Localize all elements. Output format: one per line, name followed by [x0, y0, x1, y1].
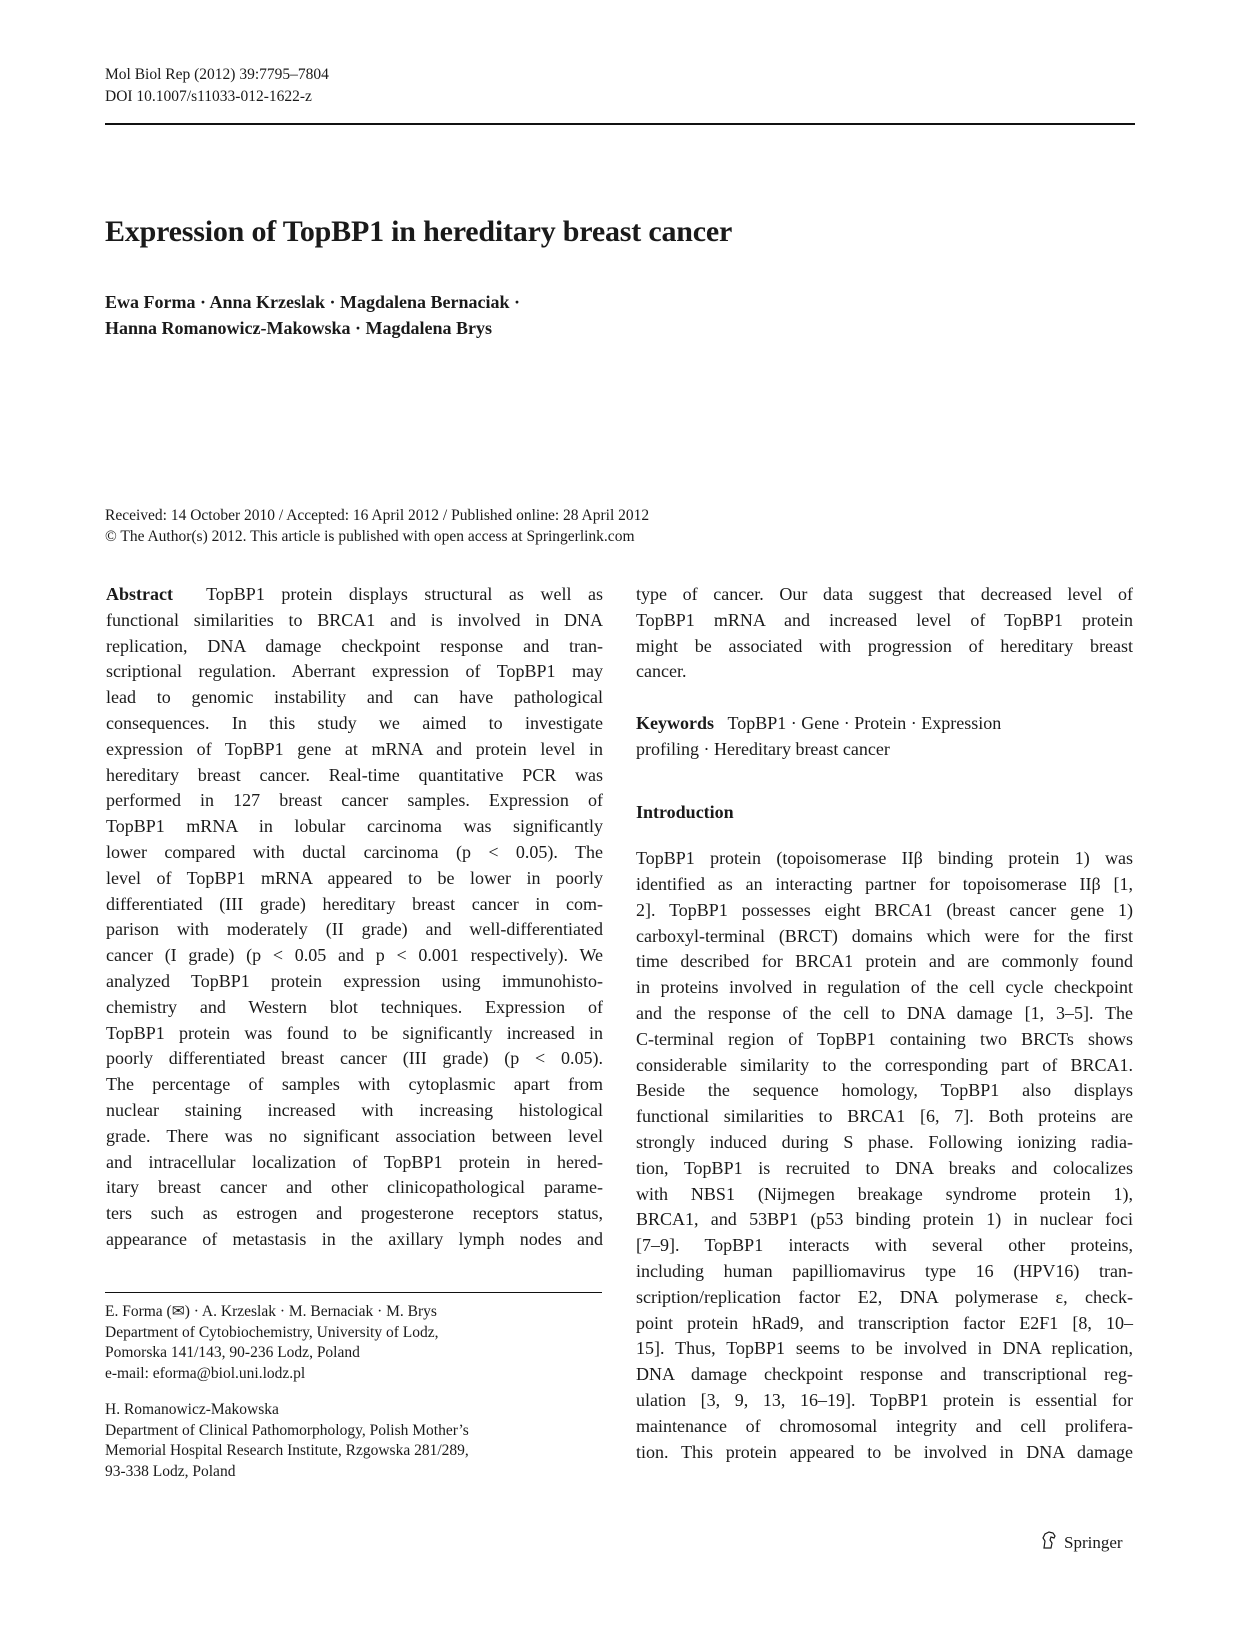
abstract-line: cancer (I grade) (p < 0.05 and p < 0.001 respectively). We — [106, 945, 603, 966]
abstract-line: differentiated (III grade) hereditary breast cancer in com- — [106, 893, 603, 914]
abstract-continuation-line: might be associated with progression of hereditary breast — [636, 635, 1133, 656]
abstract-line: TopBP1 protein was found to be significantly increased in — [106, 1022, 603, 1043]
intro-line: identified as an interacting partner for topoisomerase IIβ [1, — [636, 873, 1133, 894]
intro-line: and the response of the cell to DNA damage [1, 3–5]. The — [636, 1002, 1133, 1023]
abstract-line: hereditary breast cancer. Real-time quantitative PCR was — [106, 764, 603, 785]
keywords-heading: Keywords — [636, 712, 714, 733]
abstract-line: performed in 127 breast cancer samples. Expression of — [106, 790, 603, 811]
abstract-line: nuclear staining increased with increasing histological — [106, 1099, 603, 1120]
author-list — [105, 289, 520, 341]
intro-line: strongly induced during S phase. Following ionizing radia- — [636, 1131, 1133, 1152]
abstract-line: level of TopBP1 mRNA appeared to be lower in poorly — [106, 867, 603, 888]
abstract-line: scriptional regulation. Aberrant expression of TopBP1 may — [106, 661, 603, 682]
affiliation-line: Pomorska 141/143, 90-236 Lodz, Poland — [105, 1344, 360, 1361]
intro-line: Beside the sequence homology, TopBP1 also displays — [636, 1080, 1133, 1101]
copyright-line: © The Author(s) 2012. This article is published with open access at Springerlink.com — [105, 528, 635, 545]
abstract-line: expression of TopBP1 gene at mRNA and protein level in — [106, 738, 603, 759]
affiliation-line: Memorial Hospital Research Institute, Rzgowska 281/289, — [105, 1442, 469, 1459]
abstract-continuation-line: type of cancer. Our data suggest that decreased level of — [636, 584, 1133, 604]
journal-citation — [105, 64, 329, 108]
intro-line: with NBS1 (Nijmegen breakage syndrome protein 1), — [636, 1183, 1133, 1204]
intro-line: 15]. Thus, TopBP1 seems to be involved in DNA replication, — [636, 1338, 1133, 1359]
publisher-name: Springer — [1064, 1533, 1123, 1552]
abstract-line: ters such as estrogen and progesterone receptors status, — [106, 1203, 603, 1224]
intro-line: including human papilliomavirus type 16 (HPV16) tran- — [636, 1260, 1133, 1281]
affiliation-line: 93-338 Lodz, Poland — [105, 1462, 236, 1480]
springer-horse-icon — [1040, 1530, 1058, 1556]
intro-line: time described for BRCA1 protein and are commonly found — [636, 951, 1133, 972]
author-affiliations — [105, 1302, 469, 1482]
abstract-line: analyzed TopBP1 protein expression using immunohisto- — [106, 970, 603, 991]
spacer — [636, 763, 1133, 789]
abstract-line: lead to genomic instability and can have pathological — [106, 687, 603, 708]
abstract-line: itary breast cancer and other clinicopathological parame- — [106, 1177, 603, 1198]
intro-line: C-terminal region of TopBP1 containing two BRCTs shows — [636, 1028, 1133, 1049]
abstract-line: The percentage of samples with cytoplasmic apart from — [106, 1074, 603, 1095]
abstract-line: and intracellular localization of TopBP1 protein in hered- — [106, 1151, 603, 1172]
intro-line: considerable similarity to the corresponding part of BRCA1. — [636, 1054, 1133, 1075]
intro-line: in proteins involved in regulation of the cell cycle checkpoint — [636, 977, 1133, 998]
intro-line: point protein hRad9, and transcription factor E2F1 [8, 10– — [636, 1312, 1133, 1333]
intro-line: 2]. TopBP1 possesses eight BRCA1 (breast cancer gene 1) — [636, 899, 1133, 920]
intro-line: ulation [3, 9, 13, 16–19]. TopBP1 protein is essential for — [636, 1389, 1133, 1410]
author-line-1: Ewa Forma · Anna Krzeslak · Magdalena Bernaciak · — [105, 292, 521, 312]
header-rule — [105, 123, 1135, 125]
journal-volume-line: Mol Biol Rep (2012) 39:7795–7804 — [105, 66, 329, 83]
spacer — [636, 685, 1133, 711]
intro-line: scription/replication factor E2, DNA polymerase ε, check- — [636, 1286, 1133, 1307]
intro-line: functional similarities to BRCA1 [6, 7]. Both proteins are — [636, 1106, 1133, 1127]
intro-line: DNA damage checkpoint response and transcriptional reg- — [636, 1364, 1133, 1385]
introduction-heading: Introduction — [636, 802, 734, 823]
article-title: Expression of TopBP1 in hereditary breast cancer — [105, 215, 733, 248]
email-line: e-mail: eforma@biol.uni.lodz.pl — [105, 1364, 306, 1382]
abstract-line: TopBP1 mRNA in lobular carcinoma was significantly — [106, 816, 603, 837]
abstract-line: appearance of metastasis in the axillary lymph nodes and — [106, 1228, 603, 1249]
doi-line: DOI 10.1007/s11033-012-1622-z — [105, 88, 312, 105]
intro-line: [7–9]. TopBP1 interacts with several other proteins, — [636, 1235, 1133, 1256]
intro-line: maintenance of chromosomal integrity and cell prolifera- — [636, 1415, 1133, 1436]
abstract-line: consequences. In this study we aimed to investigate — [106, 712, 603, 733]
publication-dates — [105, 505, 649, 547]
affiliation-line: Department of Cytobiochemistry, University of Lodz, — [105, 1323, 439, 1341]
abstract-continuation-line: cancer. — [636, 661, 687, 682]
abstract-line: functional similarities to BRCA1 and is involved in DNA — [106, 609, 603, 630]
abstract-line: parison with moderately (II grade) and well-differentiated — [106, 919, 603, 940]
keywords-line — [636, 711, 1133, 737]
affiliation-line: E. Forma (✉) · A. Krzeslak · M. Bernaciak · M. Brys — [105, 1303, 437, 1320]
spacer — [636, 788, 1133, 800]
abstract-line: chemistry and Western blot techniques. Expression of — [106, 996, 603, 1017]
abstract-line: replication, DNA damage checkpoint response and tran- — [106, 635, 603, 656]
affiliation-spacer — [105, 1384, 469, 1400]
publisher-footer — [1040, 1530, 1123, 1556]
affiliation-line: H. Romanowicz-Makowska — [105, 1401, 279, 1418]
abstract-continuation-line: TopBP1 mRNA and increased level of TopBP1 protein — [636, 609, 1133, 630]
spacer — [636, 826, 1133, 846]
abstract-line: grade. There was no significant association between level — [106, 1125, 603, 1146]
intro-line: tion. This protein appeared to be involved in DNA damage — [636, 1441, 1133, 1462]
intro-line: tion, TopBP1 is recruited to DNA breaks and colocalizes — [636, 1157, 1133, 1178]
footnote-rule — [105, 1292, 602, 1293]
right-column — [636, 582, 1133, 1465]
left-column — [106, 582, 603, 1253]
affiliation-line: Department of Clinical Pathomorphology, Polish Mother’s — [105, 1421, 469, 1439]
abstract-heading: Abstract — [106, 584, 173, 604]
keywords-list: TopBP1 · Gene · Protein · Expression — [727, 712, 1002, 733]
keywords-line: profiling · Hereditary breast cancer — [636, 738, 890, 759]
intro-line: TopBP1 protein (topoisomerase IIβ binding protein 1) was — [636, 848, 1133, 869]
author-line-2: Hanna Romanowicz-Makowska · Magdalena Brys — [105, 318, 493, 338]
intro-line: BRCA1, and 53BP1 (p53 binding protein 1) in nuclear foci — [636, 1209, 1133, 1230]
abstract-line: Abstract TopBP1 protein displays structural as well as — [106, 584, 603, 604]
abstract-line: lower compared with ductal carcinoma (p < 0.05). The — [106, 841, 603, 862]
intro-line: carboxyl-terminal (BRCT) domains which were for the first — [636, 925, 1133, 946]
abstract-line: poorly differentiated breast cancer (III grade) (p < 0.05). — [106, 1048, 603, 1069]
received-accepted-line: Received: 14 October 2010 / Accepted: 16 April 2012 / Published online: 28 April 2012 — [105, 507, 650, 524]
